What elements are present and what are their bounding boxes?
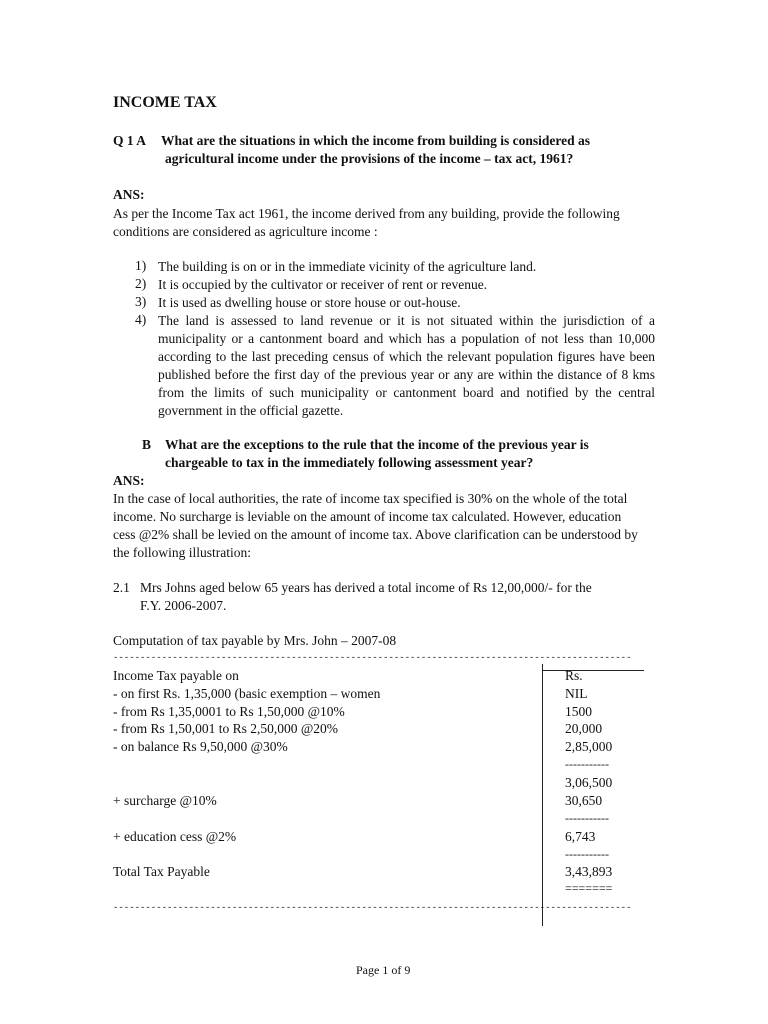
example-line-2: F.Y. 2006-2007.: [140, 598, 227, 613]
answer-2-text: In the case of local authorities, the rate of income tax specified is 30% on the whole of the total income. No surcharge is leviable on the amount of income tax calculated. However, education cess @2% shall be levied on the amount of income tax. Above clarification can be understood by the following illustration:: [113, 491, 638, 560]
answer-1-text: As per the Income Tax act 1961, the income derived from any building, provide the following conditions are considered as agriculture income :: [113, 206, 620, 239]
table-row-label: - on balance Rs 9,50,000 @30%: [113, 739, 288, 754]
list-item: It is occupied by the cultivator or receiver of rent or revenue.: [158, 277, 488, 292]
list-item-number: 4): [135, 312, 147, 327]
total-label: Total Tax Payable: [113, 864, 210, 879]
question-b-line-2: chargeable to tax in the immediately following assessment year?: [165, 455, 534, 470]
cess-value: 6,743: [565, 829, 596, 844]
question-1-label: Q 1 A: [113, 133, 147, 148]
surcharge-separator: -----------: [565, 811, 609, 825]
surcharge-value: 30,650: [565, 793, 603, 808]
answer-2-label: ANS:: [113, 473, 145, 488]
answer-1-label: ANS:: [113, 187, 145, 202]
list-item-number: 1): [135, 258, 147, 273]
cess-separator: -----------: [565, 847, 609, 861]
table-header-left: Income Tax payable on: [113, 668, 239, 683]
total-value: 3,43,893: [565, 864, 613, 879]
question-1-line-2: agricultural income under the provisions of the income – tax act, 1961?: [165, 151, 574, 166]
table-row-label: - from Rs 1,35,0001 to Rs 1,50,000 @10%: [113, 704, 345, 719]
table-row-value: 2,85,000: [565, 739, 613, 754]
table-row-value: NIL: [565, 686, 588, 701]
table-row-value: 1500: [565, 704, 592, 719]
list-item: The building is on or in the immediate vicinity of the agriculture land.: [158, 259, 537, 274]
top-rule: ------------------------------------------------------------------------------------------------: [113, 653, 632, 663]
table-row-value: 20,000: [565, 721, 603, 736]
computation-title: Computation of tax payable by Mrs. John – 2007-08: [113, 633, 397, 648]
document-title: INCOME TAX: [113, 94, 217, 111]
subtotal-separator: -----------: [565, 757, 609, 771]
list-item-number: 2): [135, 276, 147, 291]
surcharge-label: + surcharge @10%: [113, 793, 217, 808]
bottom-rule: ------------------------------------------------------------------------------------------------: [113, 903, 632, 913]
example-number: 2.1: [113, 580, 130, 595]
question-b-line-1: What are the exceptions to the rule that the income of the previous year is: [165, 437, 589, 452]
example-line-1: Mrs Johns aged below 65 years has derived a total income of Rs 12,00,000/- for the: [140, 580, 592, 595]
subtotal-value: 3,06,500: [565, 775, 613, 790]
table-row-label: - from Rs 1,50,001 to Rs 2,50,000 @20%: [113, 721, 339, 736]
list-item: It is used as dwelling house or store house or out-house.: [158, 295, 461, 310]
list-item: The land is assessed to land revenue or it is not situated within the jurisdiction of a municipality or a cantonment board and which has a population of not less than 10,000 according to the last preceding census of which the relevant population figures have been published before the first day of the previous year or any are within the distance of 8 kms from the limits of such municipality or cantonment board and notified by the central government in the official gazette.: [158, 313, 655, 418]
question-b-label: B: [142, 437, 152, 452]
page-number: Page 1 of 9: [356, 963, 411, 977]
column-divider: [542, 664, 543, 926]
header-underline: [543, 670, 644, 671]
table-row-label: - on first Rs. 1,35,000 (basic exemption – women: [113, 686, 381, 701]
list-item-number: 3): [135, 294, 147, 309]
cess-label: + education cess @2%: [113, 829, 237, 844]
table-header-right: Rs.: [565, 668, 583, 683]
total-double-rule: =======: [565, 881, 613, 895]
question-1-line-1: What are the situations in which the income from building is considered as: [161, 133, 591, 148]
